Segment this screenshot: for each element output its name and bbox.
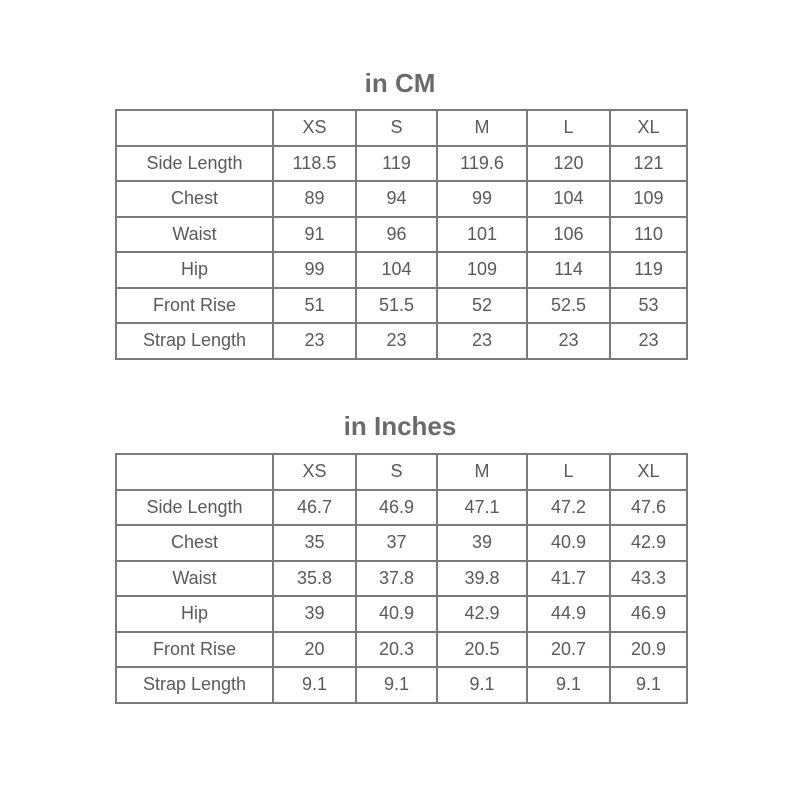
table-cell: 110 <box>610 217 687 253</box>
table-cell: 119 <box>356 146 437 182</box>
table-row <box>116 323 687 359</box>
table-cell: 40.9 <box>527 525 610 561</box>
row-label: Strap Length <box>116 667 273 703</box>
table-cell: 109 <box>437 252 527 288</box>
row-label: Front Rise <box>116 632 273 668</box>
table-cell: 20.3 <box>356 632 437 668</box>
cm-size-table <box>115 109 688 360</box>
table-cell: 94 <box>356 181 437 217</box>
table-cell: 46.7 <box>273 490 356 526</box>
size-header-s: S <box>356 454 437 490</box>
size-header-xl: XL <box>610 454 687 490</box>
table-cell: 99 <box>273 252 356 288</box>
table-cell: 37.8 <box>356 561 437 597</box>
table-cell: 39 <box>437 525 527 561</box>
table-cell: 23 <box>356 323 437 359</box>
table-cell: 42.9 <box>610 525 687 561</box>
table-cell: 109 <box>610 181 687 217</box>
table-cell: 20.5 <box>437 632 527 668</box>
cm-section-title: in CM <box>364 68 436 98</box>
row-label: Side Length <box>116 146 273 182</box>
table-cell: 44.9 <box>527 596 610 632</box>
table-cell: 39.8 <box>437 561 527 597</box>
table-cell: 46.9 <box>610 596 687 632</box>
table-cell: 23 <box>610 323 687 359</box>
corner-cell <box>116 110 273 146</box>
table-row <box>116 667 687 703</box>
table-row <box>116 181 687 217</box>
table-cell: 114 <box>527 252 610 288</box>
table-cell: 40.9 <box>356 596 437 632</box>
table-cell: 20.9 <box>610 632 687 668</box>
table-cell: 35.8 <box>273 561 356 597</box>
row-label: Front Rise <box>116 288 273 324</box>
table-cell: 119.6 <box>437 146 527 182</box>
table-row <box>116 252 687 288</box>
table-header-row <box>116 110 687 146</box>
table-cell: 51.5 <box>356 288 437 324</box>
table-row <box>116 632 687 668</box>
table-cell: 47.6 <box>610 490 687 526</box>
row-label: Strap Length <box>116 323 273 359</box>
table-cell: 23 <box>437 323 527 359</box>
table-cell: 9.1 <box>610 667 687 703</box>
table-cell: 23 <box>527 323 610 359</box>
size-header-m: M <box>437 454 527 490</box>
table-cell: 20 <box>273 632 356 668</box>
size-header-xs: XS <box>273 110 356 146</box>
table-cell: 41.7 <box>527 561 610 597</box>
table-cell: 35 <box>273 525 356 561</box>
table-cell: 104 <box>356 252 437 288</box>
table-cell: 47.1 <box>437 490 527 526</box>
table-cell: 53 <box>610 288 687 324</box>
table-cell: 37 <box>356 525 437 561</box>
table-cell: 120 <box>527 146 610 182</box>
table-header-row <box>116 454 687 490</box>
table-cell: 47.2 <box>527 490 610 526</box>
table-row <box>116 596 687 632</box>
row-label: Chest <box>116 181 273 217</box>
table-cell: 9.1 <box>356 667 437 703</box>
table-cell: 9.1 <box>437 667 527 703</box>
row-label: Waist <box>116 217 273 253</box>
table-cell: 118.5 <box>273 146 356 182</box>
row-label: Hip <box>116 252 273 288</box>
table-cell: 23 <box>273 323 356 359</box>
table-cell: 52.5 <box>527 288 610 324</box>
table-cell: 91 <box>273 217 356 253</box>
corner-cell <box>116 454 273 490</box>
size-header-xs: XS <box>273 454 356 490</box>
row-label: Waist <box>116 561 273 597</box>
table-cell: 42.9 <box>437 596 527 632</box>
table-cell: 39 <box>273 596 356 632</box>
inches-size-table <box>115 453 688 704</box>
table-cell: 51 <box>273 288 356 324</box>
table-row <box>116 288 687 324</box>
table-cell: 43.3 <box>610 561 687 597</box>
size-header-l: L <box>527 110 610 146</box>
row-label: Side Length <box>116 490 273 526</box>
table-cell: 104 <box>527 181 610 217</box>
table-row <box>116 146 687 182</box>
table-cell: 20.7 <box>527 632 610 668</box>
table-cell: 9.1 <box>527 667 610 703</box>
table-cell: 9.1 <box>273 667 356 703</box>
size-header-m: M <box>437 110 527 146</box>
size-header-l: L <box>527 454 610 490</box>
table-cell: 99 <box>437 181 527 217</box>
size-header-xl: XL <box>610 110 687 146</box>
table-cell: 121 <box>610 146 687 182</box>
table-row <box>116 525 687 561</box>
table-cell: 46.9 <box>356 490 437 526</box>
inches-section-title: in Inches <box>343 411 457 441</box>
table-cell: 106 <box>527 217 610 253</box>
row-label: Chest <box>116 525 273 561</box>
table-cell: 96 <box>356 217 437 253</box>
table-row <box>116 217 687 253</box>
table-cell: 101 <box>437 217 527 253</box>
table-cell: 89 <box>273 181 356 217</box>
row-label: Hip <box>116 596 273 632</box>
table-row <box>116 490 687 526</box>
size-header-s: S <box>356 110 437 146</box>
table-cell: 119 <box>610 252 687 288</box>
table-row <box>116 561 687 597</box>
table-cell: 52 <box>437 288 527 324</box>
